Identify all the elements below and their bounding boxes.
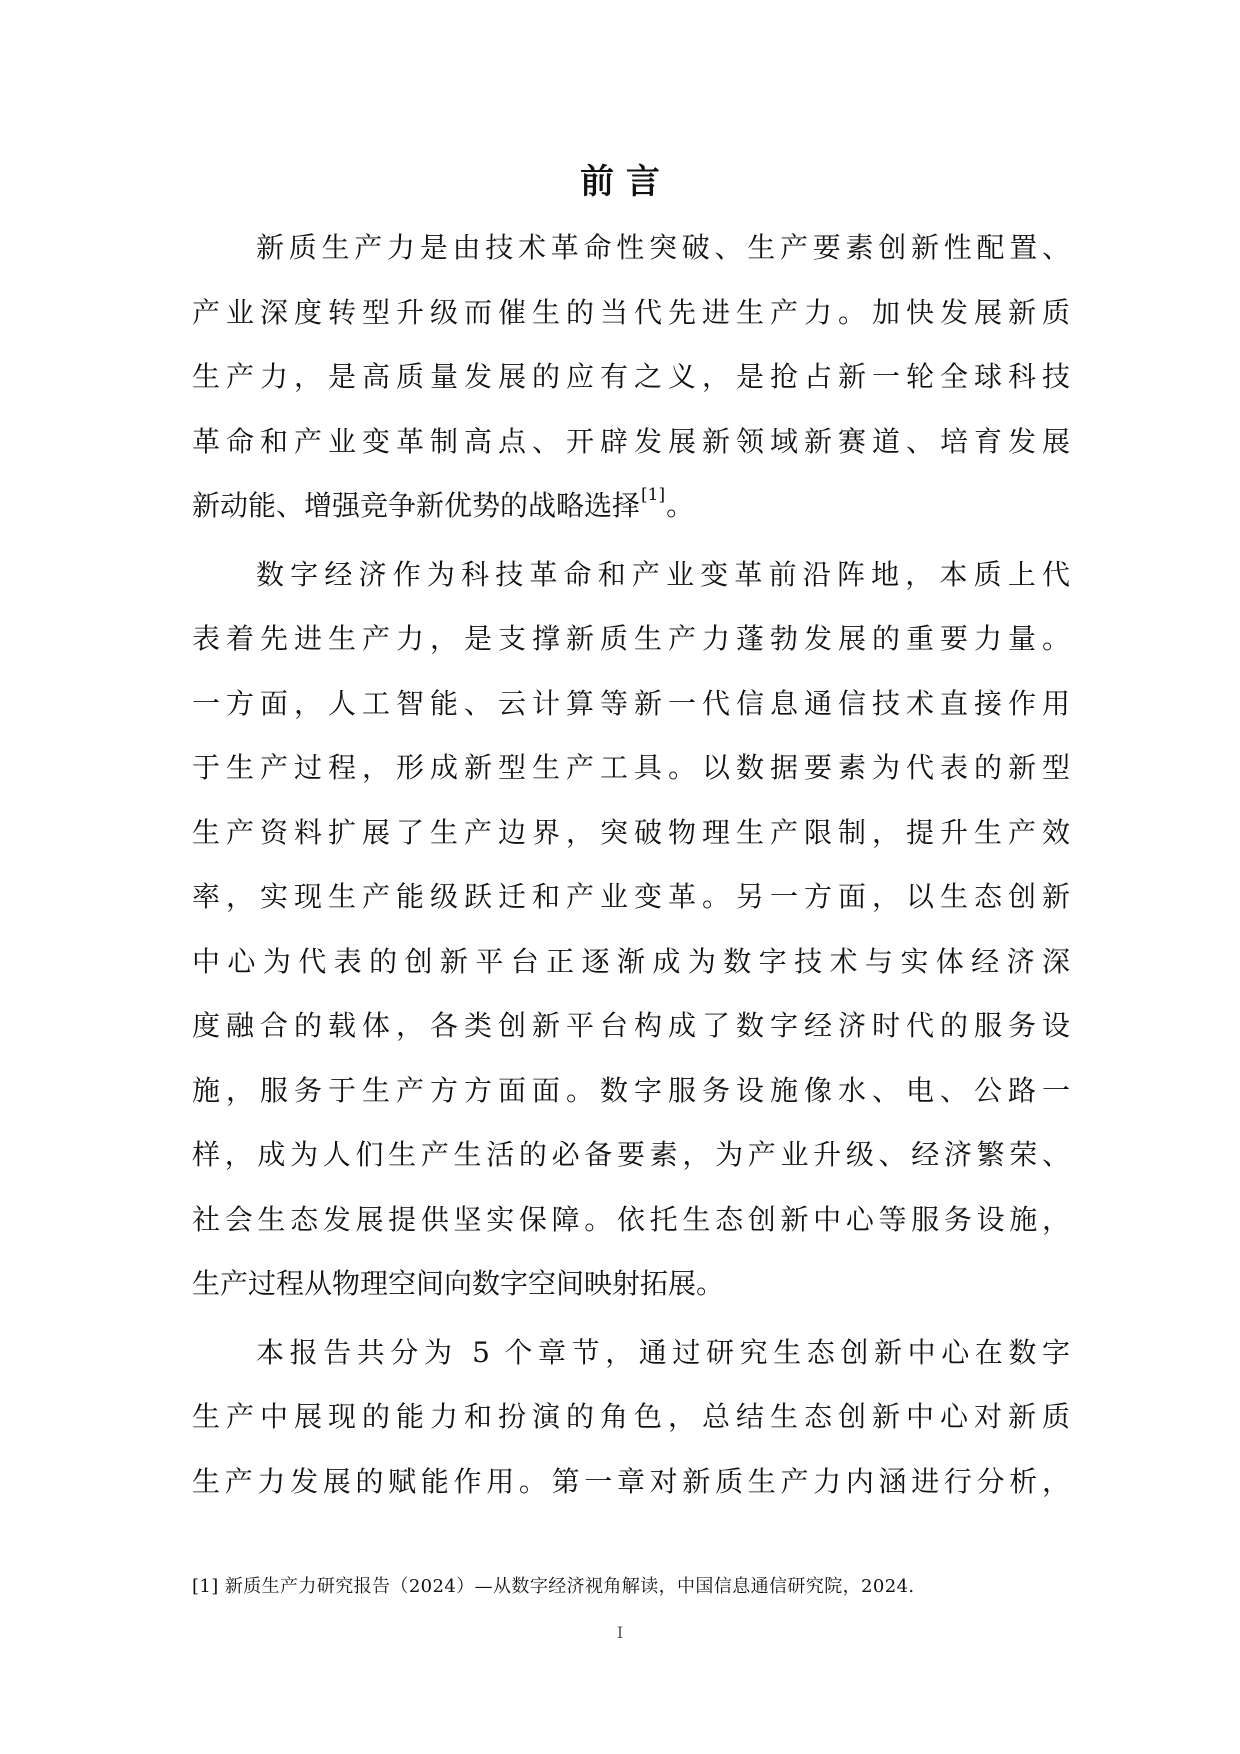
- body-line: 率，实现生产能级跃迁和产业变革。另一方面，以生态创新: [192, 880, 1070, 913]
- footnote: [1] 新质生产力研究报告（2024）—从数字经济视角解读，中国信息通信研究院，2024.: [192, 1576, 915, 1597]
- footnote-reference: [1]: [641, 484, 666, 505]
- body-line: 本报告共分为 5 个章节，通过研究生态创新中心在数字: [256, 1335, 1070, 1369]
- paragraph-1: [192, 216, 1070, 539]
- body-line: 生产力，是高质量发展的应有之义，是抢占新一轮全球科技: [192, 360, 1070, 393]
- body-line: 生产力发展的赋能作用。第一章对新质生产力内涵进行分析，: [192, 1464, 1070, 1498]
- paragraph-3: [192, 1321, 1070, 1515]
- body-text: [192, 216, 1070, 1514]
- body-line: 革命和产业变革制高点、开辟发展新领域新赛道、培育发展: [192, 424, 1070, 458]
- body-line: 生产资料扩展了生产边界，突破物理生产限制，提升生产效: [192, 815, 1070, 849]
- body-line: 中心为代表的创新平台正逐渐成为数字技术与实体经济深: [192, 944, 1070, 978]
- body-line-punctuation: 。: [666, 489, 695, 522]
- body-line: 生产过程从物理空间向数字空间映射拓展。: [192, 1267, 725, 1300]
- body-line: 新质生产力是由技术革命性突破、生产要素创新性配置、: [256, 231, 1070, 264]
- page-number: I: [616, 1623, 624, 1642]
- body-line: [192, 474, 1070, 539]
- body-line: 社会生态发展提供坚实保障。依托生态创新中心等服务设施，: [192, 1202, 1070, 1236]
- body-line: 度融合的载体，各类创新平台构成了数字经济时代的服务设: [192, 1009, 1070, 1042]
- body-line: 施，服务于生产方方面面。数字服务设施像水、电、公路一: [192, 1073, 1070, 1107]
- page-title: 前 言: [580, 162, 660, 202]
- body-line: 一方面，人工智能、云计算等新一代信息通信技术直接作用: [192, 686, 1070, 720]
- body-line: 生产中展现的能力和扮演的角色，总结生态创新中心对新质: [192, 1400, 1070, 1433]
- body-line: 表着先进生产力，是支撑新质生产力蓬勃发展的重要力量。: [192, 622, 1070, 655]
- body-line-text: 新动能、增强竞争新优势的战略选择: [192, 489, 641, 522]
- body-line: 数字经济作为科技革命和产业变革前沿阵地，本质上代: [256, 557, 1070, 591]
- paragraph-2: [192, 543, 1070, 1317]
- body-line: 产业深度转型升级而催生的当代先进生产力。加快发展新质: [192, 295, 1070, 329]
- body-line: 于生产过程，形成新型生产工具。以数据要素为代表的新型: [192, 751, 1070, 784]
- body-line: 样，成为人们生产生活的必备要素，为产业升级、经济繁荣、: [192, 1138, 1070, 1171]
